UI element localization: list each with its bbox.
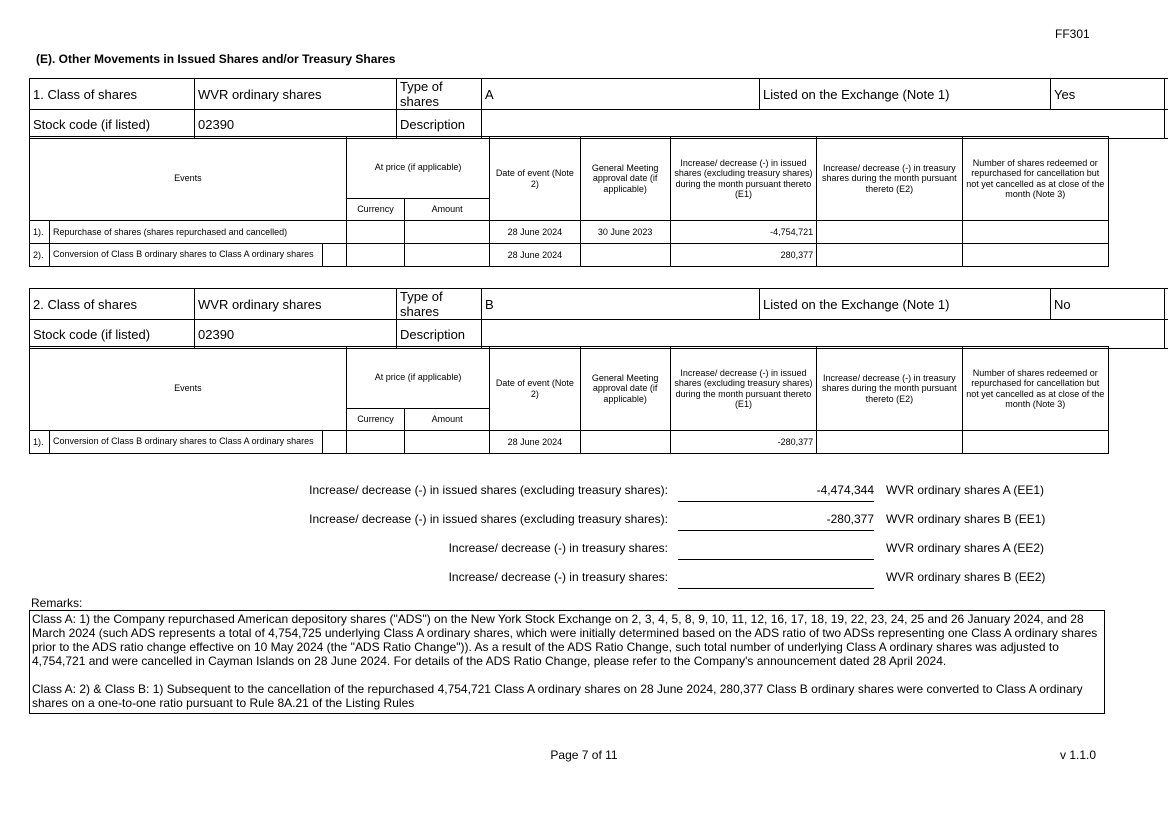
description-value [482,320,1165,349]
e2-header: Increase/ decrease (-) in treasury shares during the month pursuant thereto (E2) [817,137,962,221]
class1-table [29,78,1168,139]
summary-row: Increase/ decrease (-) in issued shares (excluding treasury shares): -4,474,344 WVR ordinary shares A (EE1) [0,483,1168,503]
summary-value [678,570,874,589]
event-text: Conversion of Class B ordinary shares to Class A ordinary shares [50,431,323,454]
remarks-paragraph: Class A: 1) the Company repurchased American depository shares ("ADS") on the New York Stock Exchange on 2, 3, 4, 5, 8, 9, 10, 11, 12, 16, 17, 18, 19, 22, 23, 24, 25 and 26 January 2024, and 28 March 2024 (such ADS represents a total of 4,754,725 underlying Class A ordinary shares, which were initially determined based on the ADS ratio of two ADSs representing one Class A ordinary shares prior to the ADS ratio change effective on 10 May 2024 (the "ADS Ratio Change")). As a result of the ADS Ratio Change, such total number of underlying Class A ordinary shares was adjusted to 4,754,721 and were cancelled in Cayman Islands on 28 June 2024. For details of the ADS Ratio Change, please refer to the Company's announcement dated 28 April 2024. [32,612,1098,668]
events-header: Events [30,347,347,431]
table-row: 1). Conversion of Class B ordinary shares to Class A ordinary shares 28 June 2024 -280,377 [30,431,1109,454]
class1-events-table [29,136,1109,267]
table-row: 2). Conversion of Class B ordinary shares to Class A ordinary shares 28 June 2024 280,377 [30,244,1109,267]
amount-header: Amount [405,199,490,221]
date-header: Date of event (Note 2) [490,137,580,221]
table-row: 1). Repurchase of shares (shares repurchased and cancelled) 28 June 2024 30 June 2023 -4,754,721 [30,221,1109,244]
class-of-shares-label: 2. Class of shares [30,289,195,320]
stock-code-label: Stock code (if listed) [30,110,195,139]
description-label: Description [397,110,482,139]
date-header: Date of event (Note 2) [490,347,580,431]
class2-events-table [29,346,1109,454]
events-header: Events [30,137,347,221]
e3-header: Number of shares redeemed or repurchased for cancellation but not yet cancelled as at close of the month (Note 3) [962,347,1108,431]
class-name: WVR ordinary shares [195,79,397,110]
e3-header: Number of shares redeemed or repurchased for cancellation but not yet cancelled as at close of the month (Note 3) [962,137,1108,221]
stock-code: 02390 [195,110,397,139]
summary-value: -4,474,344 [678,483,874,502]
share-type: A [482,79,760,110]
event-text: Repurchase of shares (shares repurchased and cancelled) [50,221,347,244]
stock-code: 02390 [195,320,397,349]
page-number: Page 7 of 11 [550,748,618,762]
gm-header: General Meeting approval date (if applicable) [580,347,670,431]
version: v 1.1.0 [1060,748,1097,762]
listed-label: Listed on the Exchange (Note 1) [760,289,1051,320]
remarks-paragraph: Class A: 2) & Class B: 1) Subsequent to the cancellation of the repurchased 4,754,721 Class A ordinary shares on 28 June 2024, 280,377 Class B ordinary shares were converted to Class A ordinary shares on a one-to-one ratio pursuant to Rule 8A.21 of the Listing Rules [32,682,1083,710]
class-of-shares-label: 1. Class of shares [30,79,195,110]
at-price-header: At price (if applicable) [346,347,489,409]
stock-code-label: Stock code (if listed) [30,320,195,349]
at-price-header: At price (if applicable) [346,137,489,199]
listed-value: No [1051,289,1165,320]
amount-header: Amount [405,409,490,431]
summary-value [678,541,874,560]
gm-header: General Meeting approval date (if applicable) [580,137,670,221]
e1-header: Increase/ decrease (-) in issued shares (excluding treasury shares) during the month pursuant thereto (E1) [670,137,816,221]
remarks-label: Remarks: [31,596,83,610]
listed-value: Yes [1051,79,1165,110]
summary-row: Increase/ decrease (-) in issued shares (excluding treasury shares): -280,377 WVR ordinary shares B (EE1) [0,512,1168,532]
event-text: Conversion of Class B ordinary shares to Class A ordinary shares [50,244,323,267]
description-value [482,110,1165,139]
currency-header: Currency [346,199,404,221]
remarks-box [29,610,1105,714]
summary-row: Increase/ decrease (-) in treasury shares: WVR ordinary shares A (EE2) [0,541,1168,561]
listed-label: Listed on the Exchange (Note 1) [760,79,1051,110]
type-of-shares-label: Type of shares [397,289,482,320]
summary-value: -280,377 [678,512,874,531]
currency-header: Currency [346,409,404,431]
e1-header: Increase/ decrease (-) in issued shares (excluding treasury shares) during the month pursuant thereto (E1) [670,347,816,431]
summary-row: Increase/ decrease (-) in treasury shares: WVR ordinary shares B (EE2) [0,570,1168,590]
class2-table [29,288,1168,349]
section-title: (E). Other Movements in Issued Shares and/or Treasury Shares [36,52,396,66]
share-type: B [482,289,760,320]
class-name: WVR ordinary shares [195,289,397,320]
e2-header: Increase/ decrease (-) in treasury shares during the month pursuant thereto (E2) [817,347,962,431]
form-code: FF301 [1055,27,1090,41]
description-label: Description [397,320,482,349]
type-of-shares-label: Type of shares [397,79,482,110]
